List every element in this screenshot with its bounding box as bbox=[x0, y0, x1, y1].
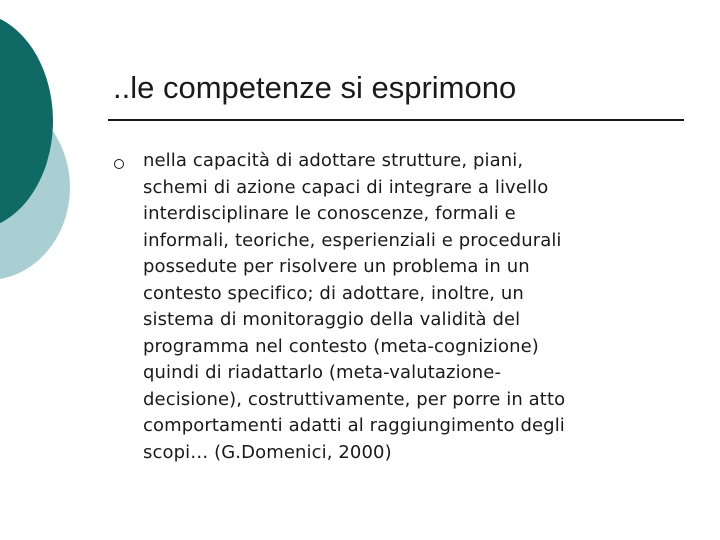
title-underline-divider bbox=[108, 119, 684, 121]
bullet-text-line: quindi di riadattarlo (meta-valutazione- bbox=[143, 362, 502, 383]
bullet-text-line: schemi di azione capaci di integrare a livello bbox=[143, 176, 549, 198]
bullet-text-line: informali, teoriche, esperienziali e procedurali bbox=[143, 229, 562, 251]
bullet-text-line: interdisciplinare le conoscenze, formali e bbox=[143, 203, 516, 224]
bullet-text-line: sistema di monitoraggio della validità del bbox=[143, 309, 521, 330]
bullet-text-line: comportamenti adatti al raggiungimento degli bbox=[143, 415, 565, 436]
bullet-text-line: nella capacità di adottare strutture, piani, bbox=[143, 150, 524, 171]
hollow-circle-bullet-icon bbox=[114, 159, 124, 169]
bullet-text bbox=[143, 148, 663, 466]
bullet-text-line: programma nel contesto (meta-cognizione) bbox=[143, 335, 539, 357]
bullet-text-line: contesto specifico; di adottare, inoltre, un bbox=[143, 282, 524, 304]
bullet-text-line: decisione), costruttivamente, per porre in atto bbox=[143, 388, 566, 410]
bullet-text-line: scopi… (G.Domenici, 2000) bbox=[143, 441, 392, 463]
slide-title: ..le competenze si esprimono bbox=[113, 70, 517, 105]
bullet-text-line: possedute per risolvere un problema in un bbox=[143, 256, 530, 277]
